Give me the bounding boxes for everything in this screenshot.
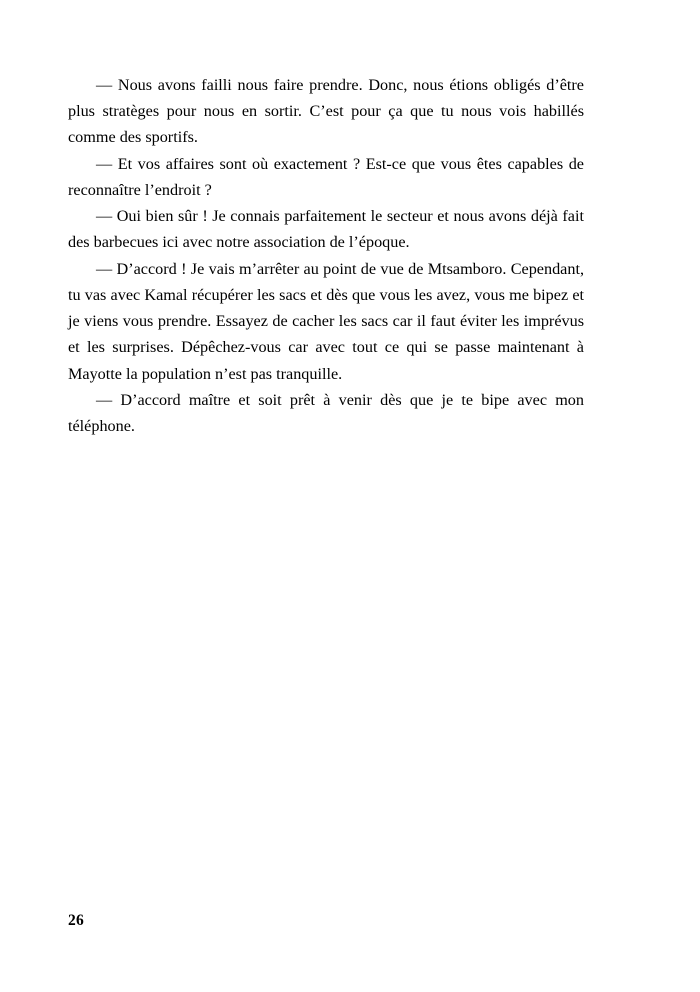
paragraph: — Et vos affaires sont où exactement ? Est-ce que vous êtes capables de reconnaître l’endroit ? — [68, 154, 584, 199]
page-number: 26 — [68, 912, 84, 929]
paragraph: — Oui bien sûr ! Je connais parfaitement le secteur et nous avons déjà fait des barbecues ici avec notre association de l’époque. — [68, 207, 584, 252]
paragraph: — D’accord maître et soit prêt à venir dès que je te bipe avec mon téléphone. — [68, 390, 584, 436]
paragraph: — Nous avons failli nous faire prendre. Donc, nous étions obligés d’être plus stratèges pour nous en sortir. C’est pour ça que tu nous vois habillés comme des sportifs. — [68, 76, 584, 147]
paragraph: — D’accord ! Je vais m’arrêter au point de vue de Mtsamboro. Cependant, tu vas avec Kamal récupérer les sacs et dès que vous les avez, vous me bipez et je viens vous prendre. Essayez de cacher les sacs car il faut éviter les imprévus et les surprises. Dépêchez-vous car avec tout ce qui se passe maintenant à Mayotte la population n’est pas tranquille. — [68, 259, 584, 383]
body-text — [68, 72, 584, 439]
